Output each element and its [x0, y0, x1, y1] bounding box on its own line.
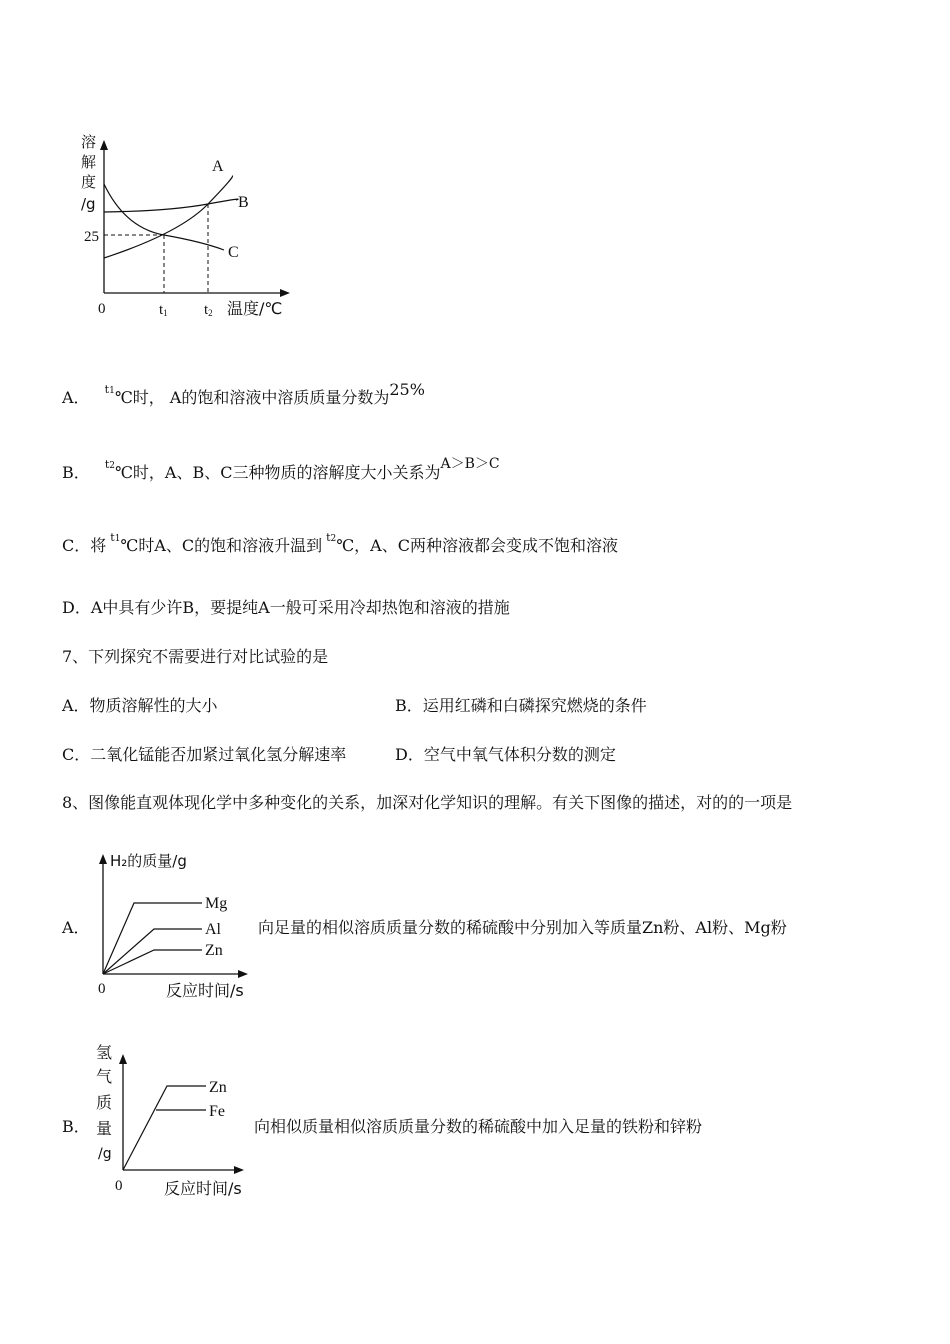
y-axis-arrow	[100, 140, 108, 150]
line-label-zn: Zn	[205, 942, 223, 959]
y-label-char: 量	[96, 1119, 113, 1138]
q8-option-a-letter: A．	[62, 918, 90, 937]
line-label-mg: Mg	[205, 895, 228, 912]
y-label-char: 度	[81, 173, 97, 191]
y-label-char: 气	[96, 1067, 113, 1086]
origin-label: 0	[115, 1178, 123, 1194]
y-axis-arrow	[99, 854, 107, 864]
y-label-char: 氢	[96, 1043, 113, 1062]
q6-option-b: B． $^{t2}$℃时，A、B、C三种物质的溶解度大小关系为A＞B＞C	[62, 456, 500, 482]
t1-symbol: t1	[104, 383, 115, 396]
q8-option-b-letter: B．	[62, 1117, 90, 1136]
q8-option-a-text: 向足量的相似溶质质量分数的稀硫酸中分别加入等质量Zn粉、Al粉、Mg粉	[258, 918, 787, 937]
hydrogen-mass-chart	[92, 1040, 252, 1205]
x-axis-label: 反应时间/s	[164, 1179, 242, 1198]
h2-mass-chart	[92, 848, 257, 1003]
q8-stem: 8、图像能直观体现化学中多种变化的关系，加深对化学知识的理解。有关下图像的描述，对的的一项是	[62, 793, 793, 812]
line-label-zn: Zn	[209, 1079, 227, 1096]
x-axis-arrow	[280, 289, 290, 297]
q6-option-c: C．将 $^{t1}$℃时A、C的饱和溶液升温到 $^{t2}$℃，A、C两种溶液都会变成不饱和溶液	[62, 531, 618, 555]
y-label-char: 溶	[81, 133, 97, 151]
q7-stem: 7、下列探究不需要进行对比试验的是	[62, 647, 329, 666]
line-label-fe: Fe	[209, 1103, 225, 1120]
t2-symbol: t2	[104, 458, 116, 471]
y-label-char: /g	[81, 195, 96, 213]
x-axis-arrow	[238, 970, 248, 978]
x-tick-t2: t2	[204, 302, 213, 318]
y-tick-25: 25	[84, 229, 99, 245]
curve-b	[104, 199, 238, 212]
curve-c	[104, 184, 224, 250]
q8-option-b-text: 向相似质量相似溶质质量分数的稀硫酸中加入足量的铁粉和锌粉	[254, 1117, 703, 1136]
y-label-char: 解	[81, 153, 97, 171]
line-mg	[103, 903, 202, 974]
y-label-char: 质	[96, 1093, 113, 1112]
x-axis-label: 温度/℃	[227, 299, 283, 318]
t2-symbol: t2	[326, 531, 337, 544]
line-zn	[123, 1086, 206, 1170]
t1-symbol: t1	[110, 531, 121, 544]
curve-label-b: B	[238, 194, 249, 211]
q6-option-a: A． $^{t1}$℃时， A的饱和溶液中溶质质量分数为25%	[62, 380, 425, 407]
curve-label-c: C	[228, 244, 239, 261]
origin-label: 0	[98, 981, 106, 997]
line-label-al: Al	[205, 921, 221, 938]
q7-option-d: D．空气中氧气体积分数的测定	[395, 745, 616, 764]
curve-label-a: A	[212, 158, 224, 175]
y-axis-label: H₂的质量/g	[110, 852, 187, 870]
x-axis-arrow	[234, 1166, 244, 1174]
origin-label: 0	[98, 301, 106, 317]
q7-option-a: A．物质溶解性的大小	[62, 696, 218, 715]
solubility-chart	[70, 120, 310, 330]
q7-option-c: C．二氧化锰能否加紧过氧化氢分解速率	[62, 745, 347, 764]
y-axis-arrow	[119, 1054, 127, 1064]
y-label-char: /g	[98, 1146, 112, 1162]
line-zn	[103, 950, 202, 974]
x-axis-label: 反应时间/s	[166, 981, 244, 1000]
q7-option-b: B．运用红磷和白磷探究燃烧的条件	[395, 696, 647, 715]
x-tick-t1: t1	[159, 302, 168, 318]
q6-option-d: D．A中具有少许B，要提纯A一般可采用冷却热饱和溶液的措施	[62, 598, 510, 617]
